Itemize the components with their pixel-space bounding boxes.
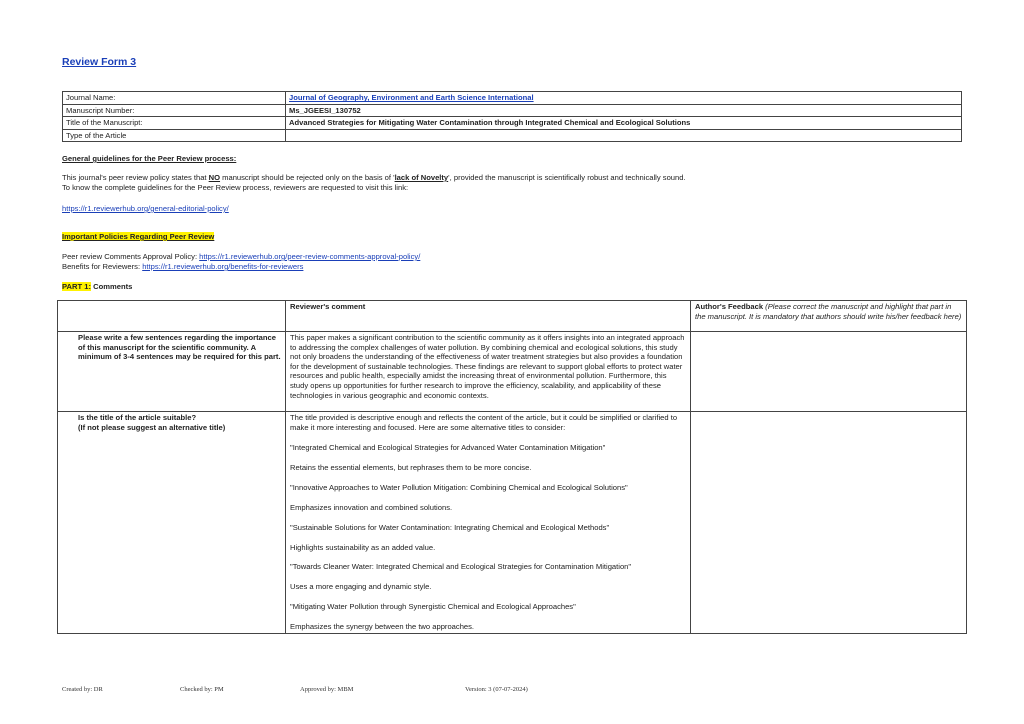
manuscript-number-label: Manuscript Number:	[63, 104, 286, 117]
alt-title: "Innovative Approaches to Water Pollution Mitigation: Combining Chemical and Ecological Solutions"	[290, 482, 628, 492]
text: (Please correct the manuscript and highlight that part in the manuscript. It is mandatory that authors should write his/her feedback here)	[695, 302, 962, 321]
editorial-policy-link[interactable]: https://r1.reviewerhub.org/general-editorial-policy/	[62, 204, 229, 213]
text: This journal's peer review policy states that	[62, 173, 209, 182]
reviewer-comment-title	[286, 412, 691, 634]
table-header-row	[58, 301, 967, 332]
guidelines-heading: General guidelines for the Peer Review process:	[62, 154, 237, 163]
footer-approved: Approved by: MBM	[300, 686, 354, 693]
text: manuscript should be rejected only on the basis of '	[220, 173, 395, 182]
text: Is the title of the article suitable?	[78, 413, 197, 422]
alt-note: Retains the essential elements, but rephrases them to be more concise.	[290, 462, 532, 472]
alt-note: Emphasizes the synergy between the two approaches.	[290, 622, 475, 632]
footer-created: Created by: DR	[62, 686, 103, 693]
no-emphasis: NO	[208, 173, 221, 182]
footer-checked: Checked by: PM	[180, 686, 224, 693]
text: To know the complete guidelines for the Peer Review process, reviewers are requested to visit this link:	[62, 182, 409, 192]
reviewer-comment-header: Reviewer's comment	[286, 301, 691, 332]
table-row	[58, 412, 967, 634]
part-label: PART 1:	[62, 282, 91, 291]
question-title	[58, 412, 286, 634]
manuscript-number-value: Ms_JGEESI_130752	[286, 104, 962, 117]
journal-name-label: Journal Name:	[63, 92, 286, 105]
manuscript-title-value: Advanced Strategies for Mitigating Water Contamination through Integrated Chemical and Ecological Solutions	[286, 117, 962, 130]
policies-links	[62, 252, 420, 272]
alt-note: Emphasizes innovation and combined solutions.	[290, 502, 453, 512]
benefits-link[interactable]: https://r1.reviewerhub.org/benefits-for-reviewers	[142, 262, 304, 271]
comments-table	[57, 300, 967, 634]
author-feedback-cell[interactable]	[691, 332, 967, 412]
article-type-label: Type of the Article	[63, 129, 286, 142]
text: ', provided the manuscript is scientifically robust and technically sound.	[448, 173, 686, 182]
alt-title: "Mitigating Water Pollution through Synergistic Chemical and Ecological Approaches"	[290, 602, 576, 612]
approval-policy-label: Peer review Comments Approval Policy:	[62, 252, 200, 261]
table-row	[63, 129, 962, 142]
question-importance: Please write a few sentences regarding the importance of this manuscript for the scientific community. A minimum of 3-4 sentences may be required for this part.	[58, 332, 286, 412]
novelty-emphasis: lack of Novelty	[394, 173, 449, 182]
footer-version: Version: 3 (07-07-2024)	[465, 686, 528, 693]
approval-policy-link[interactable]: https://r1.reviewerhub.org/peer-review-comments-approval-policy/	[199, 252, 421, 261]
table-row	[63, 104, 962, 117]
part-title: Comments	[90, 282, 133, 291]
alt-title: "Integrated Chemical and Ecological Strategies for Advanced Water Contamination Mitigation"	[290, 442, 606, 452]
alt-title: "Sustainable Solutions for Water Contamination: Integrating Chemical and Ecological Methods"	[290, 522, 610, 532]
policies-heading: Important Policies Regarding Peer Review	[62, 232, 215, 241]
text: The title provided is descriptive enough and reflects the content of the article, but it could be simplified or clarified to make it more interesting and focused. Here are some alternative titles to consider:	[290, 413, 678, 432]
reviewer-comment-importance: This paper makes a significant contribution to the scientific community as it offers insights into an integrated approach to addressing the complex challenges of water pollution. By combining chemical and ecological solutions, this study not only broadens the understanding of the effectiveness of water treatment strategies but also provides a foundation for the development of sustainable technologies. These findings are relevant to support global efforts to protect water resources and public health, especially amidst the increasing threat of environmental pollution. Furthermore, this study opens up opportunities for further research to improve the efficiency, scalability, and applicability of these technologies in various geographic and economic contexts.	[286, 332, 691, 412]
table-row	[63, 117, 962, 130]
page-title: Review Form 3	[62, 56, 137, 68]
alt-note: Uses a more engaging and dynamic style.	[290, 582, 432, 592]
manuscript-title-label: Title of the Manuscript:	[63, 117, 286, 130]
article-type-value[interactable]	[286, 129, 962, 142]
text: (If not please suggest an alternative title)	[78, 422, 226, 432]
part1-heading	[62, 282, 132, 291]
alt-note: Highlights sustainability as an added value.	[290, 542, 436, 552]
alt-title: "Towards Cleaner Water: Integrated Chemical and Ecological Strategies for Contamination Mitigation"	[290, 562, 632, 572]
journal-name-link[interactable]: Journal of Geography, Environment and Earth Science International	[289, 93, 534, 103]
benefits-label: Benefits for Reviewers:	[62, 262, 143, 271]
author-feedback-header	[691, 301, 967, 332]
table-row	[58, 332, 967, 412]
manuscript-info-table	[62, 91, 962, 142]
text: Author's Feedback	[695, 302, 764, 311]
table-row	[63, 92, 962, 105]
guidelines-text	[62, 173, 686, 192]
author-feedback-cell[interactable]	[691, 412, 967, 634]
